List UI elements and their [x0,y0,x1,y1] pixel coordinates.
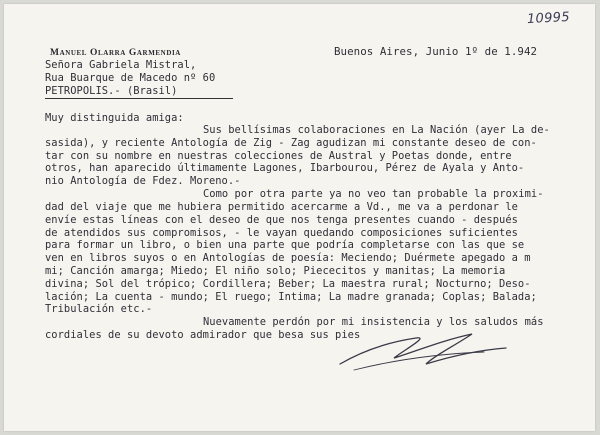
body-line: dad del viaje que me hubiera permitido acercarme a Vd., me va a perdonar le [45,201,518,213]
body-line: Nuevamente perdón por mi insistencia y los saludos más [203,316,544,328]
body-line: envíe estas líneas con el deseo de que nos tenga presentes cuando - después [45,214,518,226]
handwritten-signature [334,320,514,380]
body-line: tar con su nombre en nuestras colecciones de Austral y Poetas donde, entre [45,150,512,162]
body-line: cordiales de su devoto admirador que besa sus pies [45,329,361,341]
body-line: Tribulación etc.- [45,303,153,315]
catalog-number: 10995 [526,9,571,28]
recipient-street: Rua Buarque de Macedo nº 60 [45,72,216,84]
body-line: nio Antología de Fdez. Moreno.- [45,175,241,187]
body-line: de atendidos sus compromisos, - le vayan quedando composiciones suficientes [45,227,518,239]
recipient-underline [45,98,233,99]
date-line: Buenos Aires, Junio 1º de 1.942 [334,45,538,58]
body-line: Como por otra parte ya no veo tan probable la proximi- [203,188,544,200]
body-line: ven en libros suyos o en Antologías de poesía: Meciendo; Duérmete apegado a m [45,252,531,264]
recipient-name: Señora Gabriela Mistral, [45,59,197,71]
body-line: lación; La cuenta - mundo; El ruego; Intima; La madre granada; Coplas; Balada; [45,291,537,303]
body-line: Sus bellísimas colaboraciones en La Nación (ayer La de- [203,124,550,136]
body-line: para formar un libro, o bien una parte que podría completarse con las que se [45,239,525,251]
recipient-city: PETROPOLIS.- (Brasil) [45,85,178,97]
salutation: Muy distinguida amiga: [45,112,184,124]
body-line: divina; Sol del trópico; Cordillera; Beber; La maestra rural; Nocturno; Deso- [45,278,531,290]
body-line: sasida), y reciente Antología de Zig - Zag agudizan mi constante deseo de con- [45,137,537,149]
letter-sheet [4,4,595,431]
body-line: mi; Canción amarga; Miedo; El niño solo; Piececitos y manitas; La memoria [45,265,506,277]
letterhead: Manuel Olarra Garmendia [50,48,181,58]
body-line: otros, han aparecido últimamente Lagones, Ibarbourou, Pérez de Ayala y Anto- [45,162,525,174]
